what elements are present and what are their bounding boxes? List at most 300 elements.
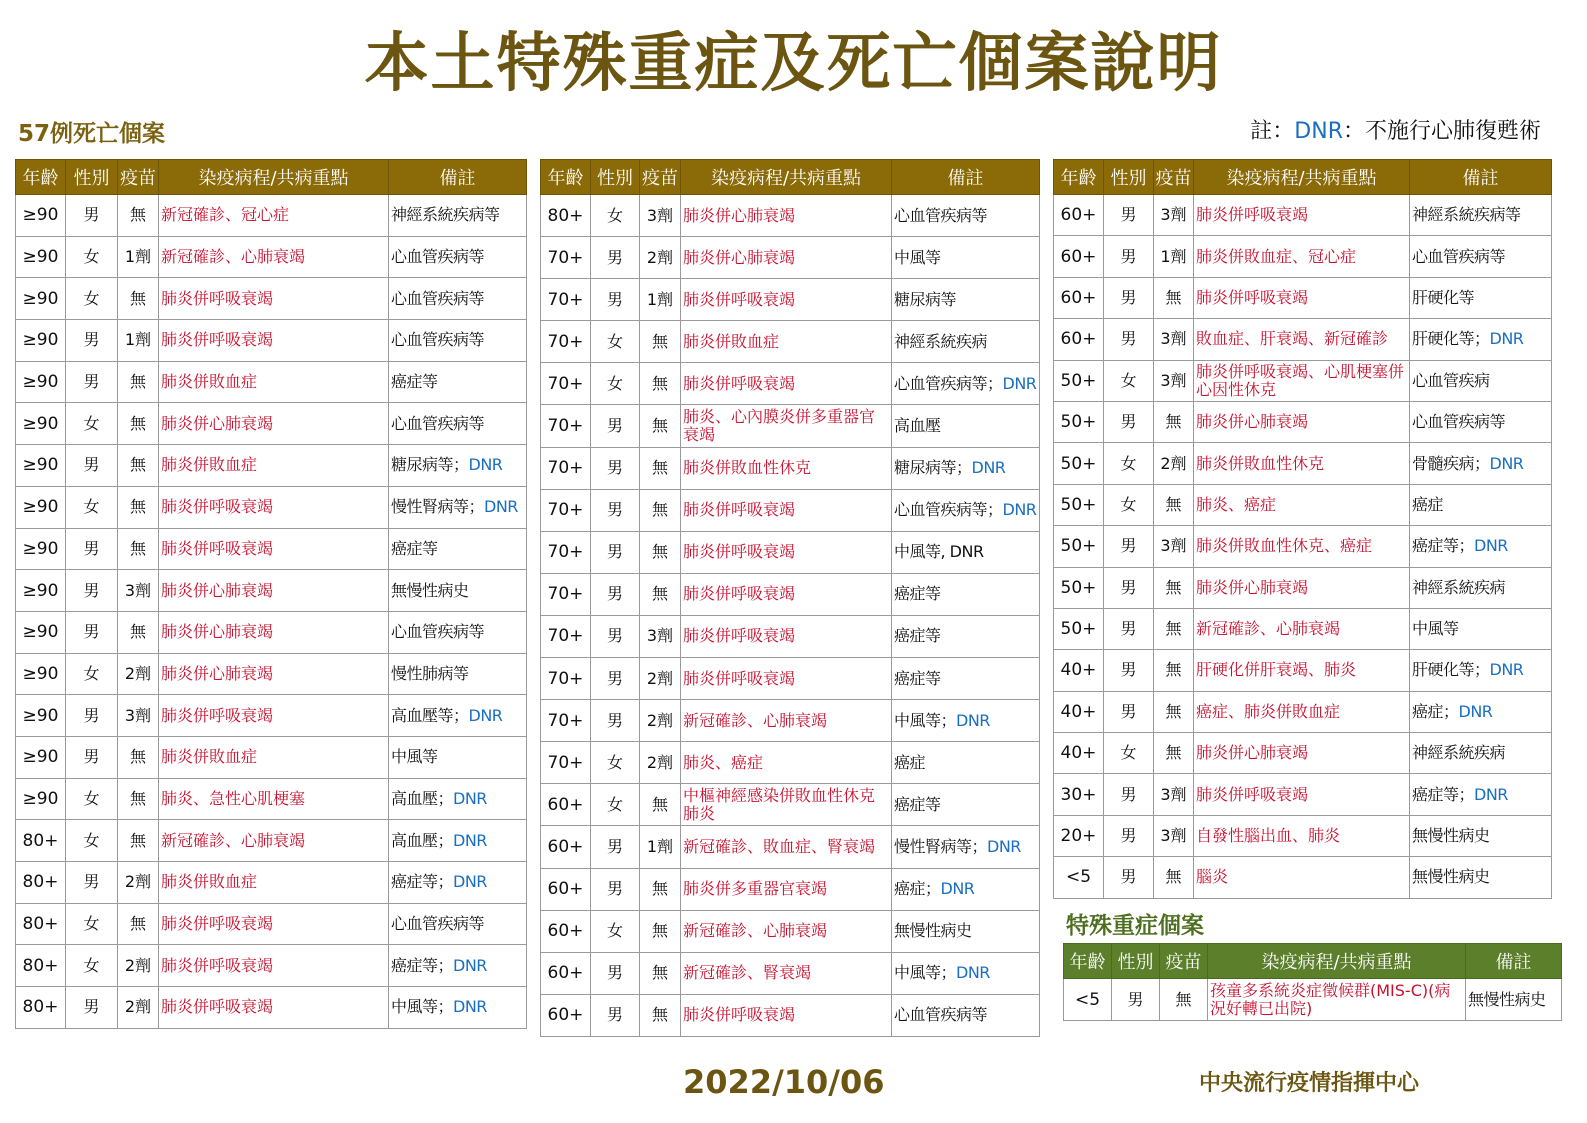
remark-cell [892, 658, 1040, 700]
remark-text: 心血管疾病等 [391, 413, 485, 433]
course-cell: 肺炎併敗血症 [159, 445, 389, 487]
table-header-row [541, 160, 1040, 195]
remark-cell [389, 778, 527, 820]
vaccine-cell: 無 [640, 910, 681, 952]
remark-text: 無慢性病史 [1412, 867, 1490, 887]
course-cell: 肺炎併呼吸衰竭 [159, 903, 389, 945]
remark-cell [1410, 277, 1552, 318]
sex-cell: 男 [591, 994, 640, 1036]
death-table-3 [1053, 159, 1552, 899]
vaccine-cell: 2劑 [640, 700, 681, 742]
age-cell: 70+ [541, 363, 591, 405]
age-cell: 50+ [1054, 401, 1104, 442]
age-header: 年齡 [16, 160, 66, 195]
age-cell: 70+ [541, 237, 591, 279]
sex-cell: 女 [1104, 484, 1154, 525]
table-row [1054, 733, 1552, 774]
remark-text: 癌症等 [894, 626, 941, 646]
dnr-tag: DNR [453, 997, 487, 1017]
vaccine-cell: 無 [1154, 857, 1194, 898]
sex-cell: 女 [66, 903, 118, 945]
vaccine-header: 疫苗 [640, 160, 681, 195]
remark-text: 神經系統疾病等 [391, 205, 500, 225]
remark-text: 心血管疾病等 [391, 288, 485, 308]
table-row [541, 363, 1040, 405]
remark-text: 神經系統疾病 [894, 331, 988, 351]
table-header-row [16, 160, 527, 195]
vaccine-cell: 無 [118, 195, 159, 237]
vaccine-cell: 無 [1154, 567, 1194, 608]
remark-header: 備註 [389, 160, 527, 195]
age-cell: ≥90 [16, 695, 66, 737]
age-cell: ≥90 [16, 278, 66, 320]
table-row [541, 742, 1040, 784]
vaccine-header: 疫苗 [118, 160, 159, 195]
remark-text: 心血管疾病等 [391, 622, 485, 642]
vaccine-cell: 無 [640, 447, 681, 489]
age-cell: ≥90 [16, 736, 66, 778]
course-cell: 肺炎併呼吸衰竭 [681, 531, 892, 573]
remark-text: 神經系統疾病 [1412, 577, 1506, 597]
table-row [16, 736, 527, 778]
course-cell: 肝硬化併肝衰竭、肺炎 [1194, 650, 1410, 691]
vaccine-header: 疫苗 [1160, 944, 1208, 979]
dnr-tag: DNR [971, 458, 1006, 478]
vaccine-cell: 無 [118, 486, 159, 528]
remark-header: 備註 [1466, 944, 1562, 979]
age-cell: 80+ [541, 195, 591, 237]
remark-text: 慢性腎病等； [894, 836, 988, 856]
vaccine-cell: 無 [118, 778, 159, 820]
sex-cell: 男 [1104, 277, 1154, 318]
sex-cell: 女 [591, 363, 640, 405]
sex-cell: 男 [591, 237, 640, 279]
course-cell: 肺炎併敗血症 [681, 321, 892, 363]
remark-cell [1410, 195, 1552, 236]
age-cell: 70+ [541, 573, 591, 615]
sex-cell: 男 [1104, 608, 1154, 649]
table-row [16, 862, 527, 904]
table-row [16, 653, 527, 695]
remark-cell [389, 820, 527, 862]
sex-cell: 女 [66, 236, 118, 278]
table-row [1054, 815, 1552, 856]
remark-cell [389, 736, 527, 778]
remark-cell [389, 528, 527, 570]
dnr-tag: DNR [1489, 660, 1524, 680]
table-row [16, 528, 527, 570]
age-cell: 20+ [1054, 815, 1104, 856]
vaccine-cell: 無 [118, 611, 159, 653]
course-header: 染疫病程/共病重點 [159, 160, 389, 195]
sex-cell: 男 [591, 615, 640, 657]
table-row [1054, 443, 1552, 484]
vaccine-cell: 無 [640, 531, 681, 573]
remark-cell [1410, 360, 1552, 401]
remark-text: 心血管疾病等； [894, 500, 1003, 520]
dnr-tag: DNR [468, 455, 503, 475]
remark-cell [1410, 236, 1552, 277]
remark-cell [1410, 526, 1552, 567]
dnr-tag: DNR [468, 705, 503, 725]
table-row [541, 447, 1040, 489]
dnr-tag: DNR [484, 497, 518, 517]
course-cell: 肺炎併呼吸衰竭 [159, 987, 389, 1029]
sex-cell: 女 [66, 278, 118, 320]
remark-cell [1410, 319, 1552, 360]
sex-cell: 女 [1104, 733, 1154, 774]
remark-text: 肝硬化等 [1412, 287, 1475, 307]
sex-cell: 男 [1104, 319, 1154, 360]
vaccine-cell: 無 [118, 403, 159, 445]
course-cell: 肺炎併心肺衰竭 [159, 570, 389, 612]
vaccine-cell: 無 [640, 405, 681, 447]
course-cell: 肺炎併心肺衰竭 [159, 653, 389, 695]
sex-cell: 男 [66, 695, 118, 737]
table-row [1054, 526, 1552, 567]
vaccine-cell: 3劑 [1154, 526, 1194, 567]
vaccine-cell: 無 [640, 784, 681, 826]
remark-cell [892, 742, 1040, 784]
vaccine-cell: 無 [118, 903, 159, 945]
sex-cell: 女 [1104, 443, 1154, 484]
sex-header: 性別 [1104, 160, 1154, 195]
course-cell: 肺炎併呼吸衰竭 [681, 658, 892, 700]
table-row [541, 573, 1040, 615]
age-cell: ≥90 [16, 570, 66, 612]
course-cell: 肺炎併心肺衰竭 [1194, 567, 1410, 608]
vaccine-cell: 無 [640, 868, 681, 910]
dnr-note-desc: ：不施行心肺復甦術 [1342, 119, 1541, 144]
age-cell: ≥90 [16, 778, 66, 820]
age-cell: 50+ [1054, 526, 1104, 567]
remark-cell [389, 945, 527, 987]
dnr-tag: DNR [1489, 329, 1524, 349]
remark-text: 無慢性病史 [1412, 826, 1490, 846]
age-cell: 70+ [541, 447, 591, 489]
course-cell: 肺炎併呼吸衰竭 [159, 486, 389, 528]
table-row [16, 320, 527, 362]
sex-cell: 女 [591, 742, 640, 784]
remark-text: 癌症等； [391, 872, 454, 892]
table-row [541, 826, 1040, 868]
table-row [541, 279, 1040, 321]
table-row [16, 611, 527, 653]
remark-text: 慢性腎病等； [391, 497, 485, 517]
age-cell: ≥90 [16, 528, 66, 570]
vaccine-cell: 無 [118, 820, 159, 862]
course-cell: 肺炎併敗血症 [159, 361, 389, 403]
sex-cell: 男 [66, 862, 118, 904]
sex-cell: 男 [66, 611, 118, 653]
sex-cell: 男 [66, 736, 118, 778]
remark-cell [389, 862, 527, 904]
table-row [541, 237, 1040, 279]
remark-cell [892, 784, 1040, 826]
table-row [16, 403, 527, 445]
remark-cell [892, 195, 1040, 237]
remark-cell [892, 447, 1040, 489]
remark-text: 心血管疾病等 [1412, 246, 1506, 266]
remark-text: 中風等 [894, 247, 941, 267]
age-cell: 60+ [1054, 319, 1104, 360]
sex-cell: 女 [66, 945, 118, 987]
age-cell: 60+ [1054, 236, 1104, 277]
dnr-tag: DNR [956, 963, 990, 983]
remark-cell [892, 573, 1040, 615]
remark-text: 心血管疾病等 [391, 247, 485, 267]
remark-header: 備註 [1410, 160, 1552, 195]
sex-cell: 男 [66, 195, 118, 237]
remark-cell [1410, 608, 1552, 649]
dnr-tag: DNR [940, 879, 975, 899]
sex-cell: 女 [66, 403, 118, 445]
course-cell: 肺炎併敗血症 [159, 862, 389, 904]
remark-cell [892, 868, 1040, 910]
table-row [541, 531, 1040, 573]
sex-cell: 男 [591, 447, 640, 489]
age-cell: 70+ [541, 615, 591, 657]
sex-cell: 男 [591, 952, 640, 994]
sex-cell: 男 [66, 528, 118, 570]
course-cell: 新冠確診、心肺衰竭 [681, 910, 892, 952]
age-cell: 80+ [16, 820, 66, 862]
age-header: 年齡 [541, 160, 591, 195]
age-cell: ≥90 [16, 403, 66, 445]
course-cell: 肺炎併心肺衰竭 [681, 237, 892, 279]
remark-text: 心血管疾病等 [391, 914, 485, 934]
remark-text: 癌症等 [894, 668, 941, 688]
sex-cell: 女 [66, 486, 118, 528]
sex-cell: 男 [1104, 774, 1154, 815]
vaccine-cell: 2劑 [640, 237, 681, 279]
table-header-row [1064, 944, 1562, 979]
dnr-tag: DNR [1474, 536, 1508, 556]
sex-cell: 男 [591, 826, 640, 868]
dnr-tag: DNR [987, 836, 1021, 856]
age-cell: ≥90 [16, 611, 66, 653]
remark-text: 中風等； [894, 963, 957, 983]
table-row [16, 903, 527, 945]
course-cell: 肺炎、癌症 [681, 742, 892, 784]
age-cell: ≥90 [16, 445, 66, 487]
sex-cell: 女 [591, 910, 640, 952]
sex-cell: 男 [1104, 526, 1154, 567]
vaccine-cell: 1劑 [640, 279, 681, 321]
table-row [541, 658, 1040, 700]
sex-cell: 男 [591, 658, 640, 700]
age-cell: 60+ [541, 868, 591, 910]
dnr-tag: DNR [1002, 500, 1037, 520]
sex-cell: 男 [591, 700, 640, 742]
remark-header: 備註 [892, 160, 1040, 195]
dnr-tag: DNR [1002, 373, 1037, 393]
table-row [541, 700, 1040, 742]
course-cell: 肺炎併呼吸衰竭 [159, 528, 389, 570]
vaccine-cell: 1劑 [640, 826, 681, 868]
table-row [16, 820, 527, 862]
sex-cell: 男 [66, 320, 118, 362]
age-cell: 30+ [1054, 774, 1104, 815]
course-cell: 腦炎 [1194, 857, 1410, 898]
table-row [16, 987, 527, 1029]
course-cell: 肺炎併敗血性休克、癌症 [1194, 526, 1410, 567]
age-cell: 60+ [541, 784, 591, 826]
remark-cell [389, 611, 527, 653]
course-cell: 肺炎併心肺衰竭 [159, 403, 389, 445]
sex-cell: 男 [66, 445, 118, 487]
dnr-note-prefix: 註： [1250, 119, 1295, 144]
dnr-tag: DNR [956, 710, 990, 730]
remark-cell [1410, 691, 1552, 732]
dnr-tag: DNR [1474, 784, 1508, 804]
remark-cell [1410, 733, 1552, 774]
remark-text: 高血壓； [391, 788, 454, 808]
vaccine-cell: 無 [640, 363, 681, 405]
remark-cell [892, 237, 1040, 279]
dnr-tag: DNR [453, 788, 487, 808]
age-cell: 60+ [541, 952, 591, 994]
vaccine-cell: 無 [118, 278, 159, 320]
remark-text: 糖尿病等； [391, 455, 469, 475]
course-cell: 肺炎併呼吸衰竭 [681, 615, 892, 657]
course-cell: 新冠確診、敗血症、腎衰竭 [681, 826, 892, 868]
remark-text: 癌症等； [1412, 536, 1475, 556]
vaccine-cell: 3劑 [1154, 195, 1194, 236]
remark-cell [389, 278, 527, 320]
vaccine-cell: 2劑 [640, 742, 681, 784]
remark-cell [892, 531, 1040, 573]
course-cell: 癌症、肺炎併敗血症 [1194, 691, 1410, 732]
remark-text: 無慢性病史 [391, 580, 469, 600]
table-row [16, 445, 527, 487]
sex-cell: 男 [66, 361, 118, 403]
vaccine-cell: 無 [1154, 608, 1194, 649]
age-cell: 40+ [1054, 650, 1104, 691]
age-cell: 50+ [1054, 567, 1104, 608]
age-cell: 80+ [16, 903, 66, 945]
sex-cell: 女 [591, 784, 640, 826]
table-row [1054, 608, 1552, 649]
remark-text: 肝硬化等； [1412, 660, 1490, 680]
sex-cell: 男 [591, 489, 640, 531]
age-cell: 70+ [541, 489, 591, 531]
remark-text: 中風等, DNR [894, 542, 984, 562]
severe-case-table [1063, 943, 1562, 1021]
remark-text: 癌症等； [1412, 784, 1475, 804]
vaccine-cell: 3劑 [1154, 815, 1194, 856]
course-cell: 肺炎併呼吸衰竭 [159, 278, 389, 320]
vaccine-cell: 無 [640, 573, 681, 615]
vaccine-cell: 無 [1154, 691, 1194, 732]
remark-cell [892, 994, 1040, 1036]
remark-cell [1410, 774, 1552, 815]
course-cell: 新冠確診、心肺衰竭 [1194, 608, 1410, 649]
sex-cell: 女 [591, 321, 640, 363]
report-date: 2022/10/06 [683, 1063, 885, 1101]
vaccine-cell: 無 [1154, 484, 1194, 525]
vaccine-cell: 無 [118, 445, 159, 487]
table-row [541, 868, 1040, 910]
remark-cell [892, 952, 1040, 994]
course-cell: 肺炎併呼吸衰竭 [159, 695, 389, 737]
age-cell: 60+ [1054, 195, 1104, 236]
remark-cell [1410, 484, 1552, 525]
remark-cell [389, 236, 527, 278]
age-cell: 70+ [541, 700, 591, 742]
age-cell: 60+ [541, 994, 591, 1036]
sex-cell: 女 [591, 195, 640, 237]
remark-cell [892, 910, 1040, 952]
vaccine-cell: 無 [118, 361, 159, 403]
dnr-note-term: DNR [1294, 119, 1343, 144]
vaccine-cell: 2劑 [118, 945, 159, 987]
vaccine-cell: 無 [1154, 650, 1194, 691]
remark-cell [389, 695, 527, 737]
table-row [16, 486, 527, 528]
age-header: 年齡 [1064, 944, 1112, 979]
age-cell: 50+ [1054, 484, 1104, 525]
vaccine-cell: 無 [1154, 733, 1194, 774]
remark-text: 心血管疾病 [1412, 370, 1490, 390]
death-table-2 [540, 159, 1040, 1037]
remark-text: 中風等； [391, 997, 454, 1017]
sex-cell: 女 [1104, 360, 1154, 401]
course-cell: 肺炎、癌症 [1194, 484, 1410, 525]
sex-cell: 男 [1104, 401, 1154, 442]
table-header-row [1054, 160, 1552, 195]
age-cell: 50+ [1054, 608, 1104, 649]
course-cell: 肺炎併呼吸衰竭 [681, 363, 892, 405]
remark-text: 高血壓等； [391, 705, 469, 725]
remark-cell [1410, 567, 1552, 608]
remark-cell [389, 903, 527, 945]
course-header: 染疫病程/共病重點 [681, 160, 892, 195]
age-cell: <5 [1064, 979, 1112, 1021]
vaccine-cell: 2劑 [1154, 443, 1194, 484]
remark-text: 中風等； [894, 710, 957, 730]
table-row [1054, 484, 1552, 525]
remark-cell [1410, 401, 1552, 442]
vaccine-cell: 2劑 [640, 658, 681, 700]
vaccine-header: 疫苗 [1154, 160, 1194, 195]
age-cell: 80+ [16, 862, 66, 904]
age-cell: 80+ [16, 945, 66, 987]
remark-cell [1410, 857, 1552, 898]
sex-cell: 男 [591, 405, 640, 447]
table-row [16, 945, 527, 987]
remark-text: 癌症等 [391, 538, 438, 558]
remark-text: 糖尿病等 [894, 289, 957, 309]
age-cell: ≥90 [16, 195, 66, 237]
remark-text: 癌症等 [391, 372, 438, 392]
sex-header: 性別 [591, 160, 640, 195]
table-row [541, 195, 1040, 237]
course-cell: 中樞神經感染併敗血性休克肺炎 [681, 784, 892, 826]
course-cell: 肺炎併多重器官衰竭 [681, 868, 892, 910]
vaccine-cell: 3劑 [640, 615, 681, 657]
remark-text: 神經系統疾病 [1412, 743, 1506, 763]
age-cell: ≥90 [16, 486, 66, 528]
vaccine-cell: 1劑 [118, 236, 159, 278]
age-cell: ≥90 [16, 320, 66, 362]
sex-cell: 男 [66, 987, 118, 1029]
course-cell: 肺炎併心肺衰竭 [681, 195, 892, 237]
course-cell: 肺炎併敗血性休克 [1194, 443, 1410, 484]
course-cell: 肺炎併呼吸衰竭 [1194, 195, 1410, 236]
vaccine-cell: 1劑 [1154, 236, 1194, 277]
table-row [1054, 236, 1552, 277]
